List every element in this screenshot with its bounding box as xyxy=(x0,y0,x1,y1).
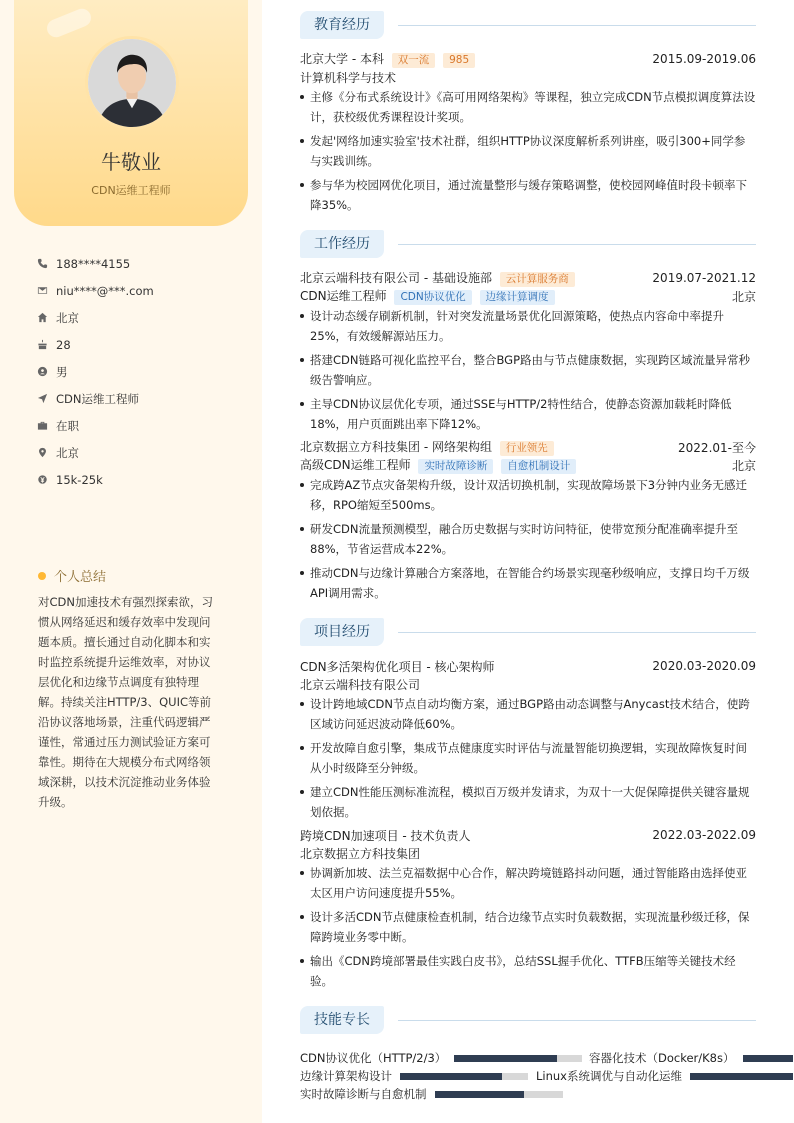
education-entry xyxy=(300,50,756,68)
job-bullets xyxy=(300,475,756,603)
school-tag: 双一流 xyxy=(392,53,436,68)
project-bullets xyxy=(300,694,756,822)
info-age xyxy=(36,331,246,358)
cake-icon xyxy=(36,339,48,351)
info-phone xyxy=(36,250,246,277)
list-item: 设计跨地域CDN节点自动均衡方案，通过BGP路由动态调整与Anycast技术结合，使跨区域访问延迟波动降低60%。 xyxy=(300,694,756,734)
info-value: 北京 xyxy=(56,310,79,325)
list-item: 设计多活CDN节点健康检查机制，结合边缘节点实时负载数据，实现流量秒级迁移，保障跨境业务零中断。 xyxy=(300,907,756,947)
job-period: 2022.01-至今 xyxy=(678,440,756,455)
info-home xyxy=(36,304,246,331)
role-tag: 边缘计算调度 xyxy=(480,290,555,305)
list-item: 参与华为校园网优化项目，通过流量整形与缓存策略调整，使校园网峰值时段卡顿率下降35%。 xyxy=(300,175,756,215)
project-period: 2020.03-2020.09 xyxy=(652,659,756,673)
job-period: 2019.07-2021.12 xyxy=(652,271,756,285)
person-title: CDN运维工程师 xyxy=(91,184,171,197)
list-item: 开发故障自愈引擎，集成节点健康度实时评估与流量智能切换逻辑，实现故障恢复时间从小时级降至分钟级。 xyxy=(300,738,756,778)
school-name: 北京大学 - 本科 xyxy=(300,52,384,66)
divider xyxy=(398,1020,756,1021)
list-item: 推动CDN与边缘计算融合方案落地，在智能合约场景实现毫秒级响应，支撑日均千万级API调用需求。 xyxy=(300,563,756,603)
skill-level-bar xyxy=(690,1073,793,1080)
info-value: CDN运维工程师 xyxy=(56,391,139,406)
projects-section-header xyxy=(300,617,756,647)
major: 计算机科学与技术 xyxy=(300,70,397,85)
sidebar xyxy=(0,0,262,1123)
education-period: 2015.09-2019.06 xyxy=(652,52,756,66)
section-title: 技能专长 xyxy=(300,1006,384,1034)
skill-level-fill xyxy=(400,1073,502,1080)
info-value: 男 xyxy=(56,364,68,379)
skill-name: Linux系统调优与自动化运维 xyxy=(536,1069,682,1083)
role-tag: CDN协议优化 xyxy=(394,290,471,305)
job-role-row xyxy=(300,456,756,474)
skill-item xyxy=(300,1086,563,1102)
bullet-dot-icon xyxy=(38,572,46,580)
contact-info xyxy=(36,250,246,493)
skill-name: CDN协议优化（HTTP/2/3） xyxy=(300,1051,447,1065)
job-bullets xyxy=(300,306,756,434)
job-role: 高级CDN运维工程师 xyxy=(300,458,411,472)
list-item: 发起'网络加速实验室'技术社群，组织HTTP协议深度解析系列讲座，吸引300+同学参与实践训练。 xyxy=(300,131,756,171)
project-bullets xyxy=(300,863,756,991)
role-tag: 实时故障诊断 xyxy=(418,459,493,474)
role-tag: 自愈机制设计 xyxy=(501,459,576,474)
send-icon xyxy=(36,393,48,405)
info-value: 15k-25k xyxy=(56,472,103,487)
info-salary xyxy=(36,466,246,493)
info-email xyxy=(36,277,246,304)
project-company: 北京云端科技有限公司 xyxy=(300,677,421,692)
list-item: 研发CDN流量预测模型，融合历史数据与实时访问特征，使带宽预分配准确率提升至88%，节省运营成本22%。 xyxy=(300,519,756,559)
work-section-header xyxy=(300,229,756,259)
section-title: 工作经历 xyxy=(300,230,384,258)
education-section-header xyxy=(300,10,756,40)
company-tag: 云计算服务商 xyxy=(500,272,575,287)
info-status xyxy=(36,412,246,439)
salary-icon xyxy=(36,474,48,486)
info-value: 在职 xyxy=(56,418,79,433)
project-name: CDN多活架构优化项目 - 核心架构师 xyxy=(300,659,495,674)
skill-name: 实时故障诊断与自愈机制 xyxy=(300,1087,427,1101)
skill-level-bar xyxy=(743,1055,793,1062)
avatar-portrait-icon xyxy=(88,39,176,127)
job-city: 北京 xyxy=(731,289,756,304)
briefcase-icon xyxy=(36,420,48,432)
skill-level-bar xyxy=(454,1055,582,1062)
divider xyxy=(398,244,756,245)
main-content xyxy=(300,10,756,1035)
project-company: 北京数据立方科技集团 xyxy=(300,846,421,861)
list-item: 主导CDN协议层优化专项，通过SSE与HTTP/2特性结合，使静态资源加载耗时降低18%，用户页面跳出率下降12%。 xyxy=(300,394,756,434)
skill-item xyxy=(536,1068,793,1084)
skill-name: 边缘计算架构设计 xyxy=(300,1069,392,1083)
summary-heading: 个人总结 xyxy=(38,566,106,585)
gender-icon xyxy=(36,366,48,378)
phone-icon xyxy=(36,258,48,270)
info-location xyxy=(36,439,246,466)
skill-item xyxy=(300,1050,582,1066)
person-name: 牛敬业 xyxy=(101,150,161,174)
skill-item xyxy=(589,1050,793,1066)
skill-item xyxy=(300,1068,528,1084)
home-icon xyxy=(36,312,48,324)
skill-level-bar xyxy=(435,1091,563,1098)
project-entry xyxy=(300,657,756,675)
list-item: 协调新加坡、法兰克福数据中心合作，解决跨境链路抖动问题，通过智能路由选择使亚太区用户访问速度提升55%。 xyxy=(300,863,756,903)
skill-level-fill xyxy=(454,1055,556,1062)
info-value: 188****4155 xyxy=(56,256,131,271)
list-item: 搭建CDN链路可视化监控平台，整合BGP路由与节点健康数据，实现跨区域流量异常秒级告警响应。 xyxy=(300,350,756,390)
info-value: 28 xyxy=(56,337,71,352)
section-title: 教育经历 xyxy=(300,11,384,39)
divider xyxy=(398,632,756,633)
avatar xyxy=(85,36,179,130)
info-gender xyxy=(36,358,246,385)
info-position xyxy=(36,385,246,412)
education-bullets xyxy=(300,87,756,215)
skills-section-header xyxy=(300,1005,756,1035)
job-entry xyxy=(300,269,756,287)
company-name: 北京云端科技有限公司 - 基础设施部 xyxy=(300,271,492,285)
skill-level-fill xyxy=(690,1073,772,1080)
project-period: 2022.03-2022.09 xyxy=(652,828,756,842)
job-role: CDN运维工程师 xyxy=(300,289,387,303)
info-value: 北京 xyxy=(56,445,79,460)
company-tag: 行业领先 xyxy=(500,441,554,456)
skill-level-fill xyxy=(435,1091,525,1098)
email-icon xyxy=(36,285,48,297)
project-entry xyxy=(300,826,756,844)
list-item: 完成跨AZ节点灾备架构升级，设计双活切换机制，实现故障场景下3分钟内业务无感迁移，RPO缩短至500ms。 xyxy=(300,475,756,515)
list-item: 输出《CDN跨境部署最佳实践白皮书》，总结SSL握手优化、TTFB压缩等关键技术经验。 xyxy=(300,951,756,991)
list-item: 设计动态缓存刷新机制，针对突发流量场景优化回源策略，使热点内容命中率提升25%，有效缓解源站压力。 xyxy=(300,306,756,346)
job-city: 北京 xyxy=(731,458,756,473)
school-tag: 985 xyxy=(443,53,475,68)
list-item: 建立CDN性能压测标准流程，模拟百万级并发请求，为双十一大促保障提供关键容量规划依据。 xyxy=(300,782,756,822)
job-entry xyxy=(300,438,756,456)
project-name: 跨境CDN加速项目 - 技术负责人 xyxy=(300,828,471,843)
list-item: 主修《分布式系统设计》《高可用网络架构》等课程，独立完成CDN节点模拟调度算法设计，获校级优秀课程设计奖项。 xyxy=(300,87,756,127)
decorative-pill xyxy=(44,6,93,40)
summary-text: 对CDN加速技术有强烈探索欲，习惯从网络延迟和缓存效率中发现问题本质。擅长通过自动化脚本和实时监控系统提升运维效率，对协议层优化和边缘节点调度有独特理解。持续关注HTTP/3、QUIC等前沿协议落地场景，注重代码逻辑严谨性，常通过压力测试验证方案可靠性。期待在大规模分布式网络领域深耕，以技术沉淀推动业务体验升级。 xyxy=(38,595,213,809)
skill-level-bar xyxy=(400,1073,528,1080)
section-title: 项目经历 xyxy=(300,618,384,646)
company-name: 北京数据立方科技集团 - 网络架构组 xyxy=(300,440,492,454)
job-role-row xyxy=(300,287,756,305)
divider xyxy=(398,25,756,26)
skill-level-fill xyxy=(743,1055,783,1062)
location-pin-icon xyxy=(36,447,48,459)
info-value: niu****@***.com xyxy=(56,283,154,298)
skill-name: 容器化技术（Docker/K8s） xyxy=(589,1051,735,1065)
